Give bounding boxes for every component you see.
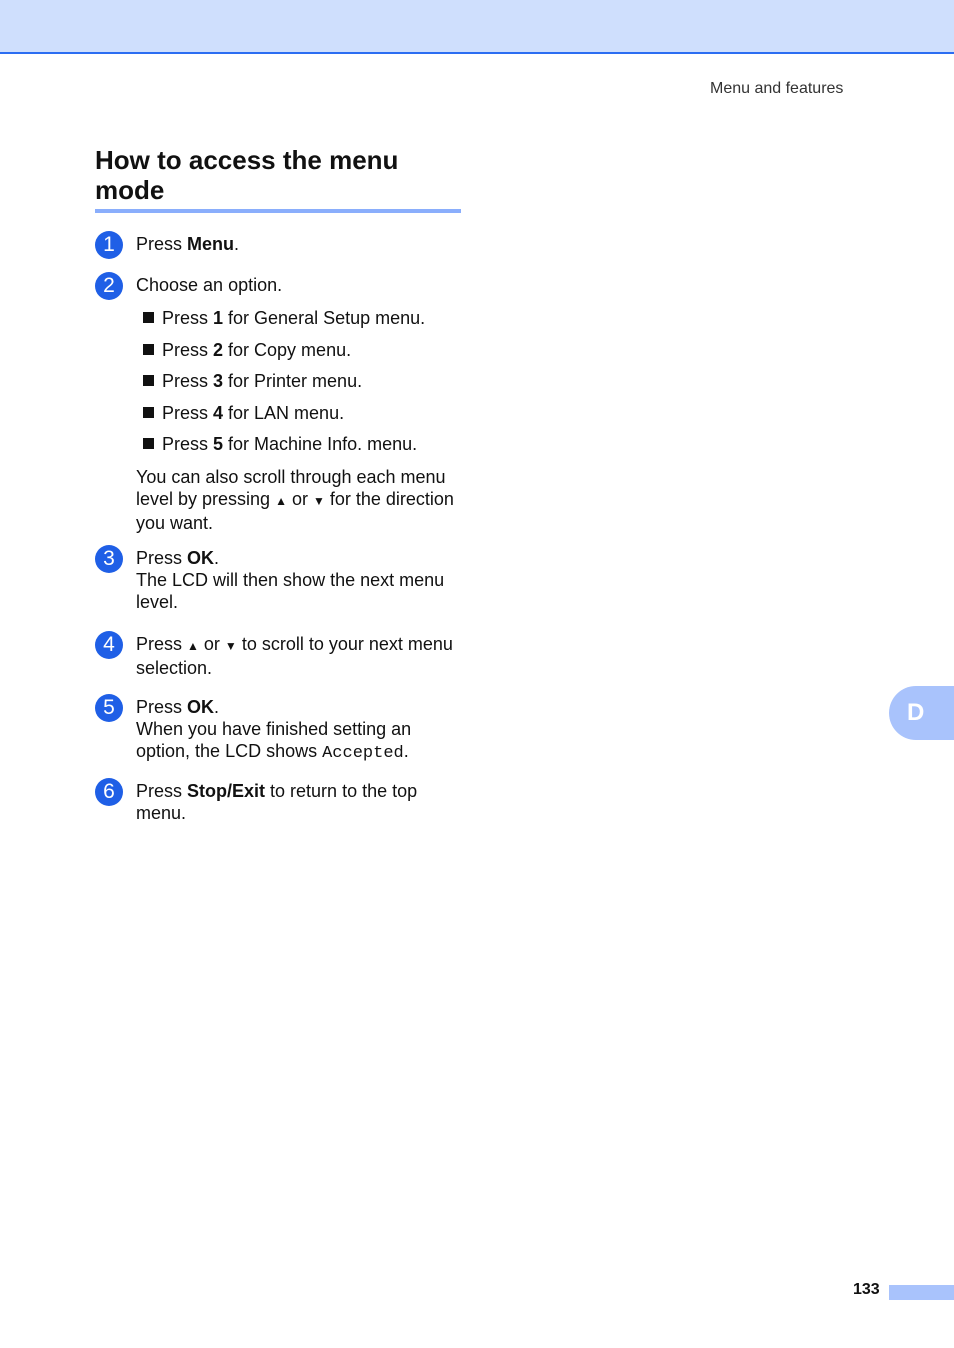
up-arrow-icon: ▲ bbox=[275, 494, 287, 508]
option-item bbox=[143, 402, 425, 434]
step-number-5: 5 bbox=[95, 694, 123, 722]
text: Press bbox=[136, 234, 188, 254]
text: Press bbox=[136, 697, 188, 717]
text: to scroll to your next menu selection. bbox=[136, 634, 453, 678]
text: to return to the top menu. bbox=[136, 781, 418, 823]
scroll-note bbox=[136, 466, 466, 534]
text: Press bbox=[136, 781, 188, 801]
down-arrow-icon: ▼ bbox=[312, 494, 325, 508]
key-label: 1 bbox=[213, 308, 224, 328]
text: for LAN menu. bbox=[223, 402, 345, 423]
text: . bbox=[403, 741, 409, 761]
key-label: Stop/Exit bbox=[187, 781, 266, 801]
bullet-square-icon bbox=[143, 312, 154, 323]
option-item bbox=[143, 433, 425, 465]
text: When you have finished setting an option, the LCD shows bbox=[136, 719, 412, 761]
running-header: Menu and features bbox=[710, 80, 844, 97]
step-number-2: 2 bbox=[95, 272, 123, 300]
key-label: Menu bbox=[187, 234, 235, 254]
text: for General Setup menu. bbox=[223, 308, 426, 328]
bullet-square-icon bbox=[143, 375, 154, 386]
key-label: 2 bbox=[213, 339, 224, 360]
chapter-tab: D bbox=[889, 686, 954, 740]
footer-bar bbox=[889, 1285, 954, 1300]
text: for Machine Info. menu. bbox=[223, 434, 418, 454]
step-1-text bbox=[136, 233, 466, 255]
text: You can also scroll through each menu level by pressing bbox=[136, 467, 446, 509]
text: The LCD will then show the next menu level. bbox=[136, 570, 445, 612]
key-label: 3 bbox=[213, 371, 224, 391]
text: . bbox=[234, 234, 240, 254]
key-label: OK bbox=[187, 697, 215, 717]
text: or bbox=[286, 489, 313, 509]
text: . bbox=[214, 548, 220, 568]
text: Press bbox=[162, 308, 214, 328]
option-list bbox=[143, 307, 425, 465]
step-4-text bbox=[136, 633, 466, 679]
text: Press bbox=[136, 548, 188, 568]
step-6-text bbox=[136, 780, 466, 824]
option-item bbox=[143, 370, 425, 402]
page-number: 133 bbox=[853, 1281, 880, 1298]
text: Press bbox=[162, 402, 214, 423]
key-label: 4 bbox=[213, 402, 224, 423]
bullet-square-icon bbox=[143, 407, 154, 418]
step-5-text bbox=[136, 696, 466, 765]
down-arrow-icon: ▼ bbox=[224, 639, 237, 653]
text: for Printer menu. bbox=[223, 371, 363, 391]
text: Press bbox=[162, 371, 214, 391]
step-number-1: 1 bbox=[95, 231, 123, 259]
text: Press bbox=[162, 339, 214, 360]
text: Press bbox=[136, 634, 188, 654]
section-title: How to access the menu mode bbox=[95, 145, 399, 205]
text: or bbox=[198, 634, 225, 654]
key-label: OK bbox=[187, 548, 215, 568]
text: Press bbox=[162, 434, 214, 454]
option-item bbox=[143, 339, 425, 371]
header-band bbox=[0, 0, 954, 54]
text: for Copy menu. bbox=[223, 339, 352, 360]
step-number-4: 4 bbox=[95, 631, 123, 659]
up-arrow-icon: ▲ bbox=[187, 639, 199, 653]
text: for the direction you want. bbox=[136, 489, 454, 533]
text: . bbox=[214, 697, 220, 717]
lcd-text: Accepted bbox=[322, 744, 404, 763]
step-number-6: 6 bbox=[95, 778, 123, 806]
bullet-square-icon bbox=[143, 344, 154, 355]
step-2-text: Choose an option. bbox=[136, 275, 283, 295]
option-item bbox=[143, 307, 425, 339]
step-number-3: 3 bbox=[95, 545, 123, 573]
title-underline bbox=[95, 209, 461, 213]
bullet-square-icon bbox=[143, 438, 154, 449]
step-3-text bbox=[136, 547, 466, 613]
key-label: 5 bbox=[213, 434, 224, 454]
